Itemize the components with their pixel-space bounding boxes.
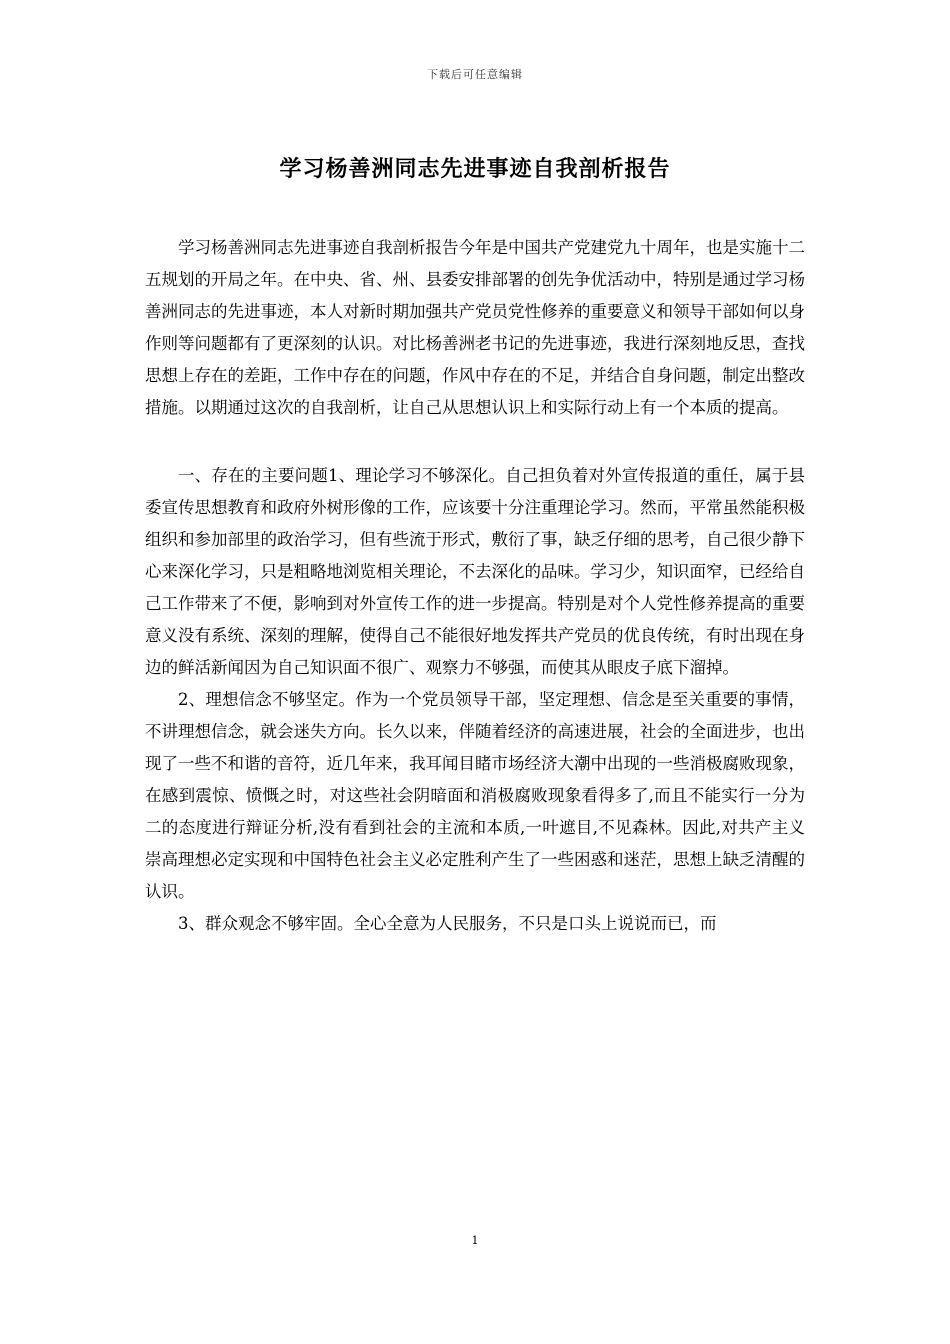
header-note: 下载后可任意编辑 [427,68,523,81]
document-title: 学习杨善洲同志先进事迹自我剖析报告 [279,156,671,182]
document-body [145,232,805,940]
paragraph-problem-1: 一、存在的主要问题1、理论学习不够深化。自己担负着对外宣传报道的重任，属于县委宣传思想教育和政府外树形像的工作，应该要十分注重理论学习。然而，平常虽然能积极组织和参加部里的政治学习，但有些流于形式，敷衍了事，缺乏仔细的思考，自己很少静下心来深化学习，只是粗略地浏览相关理论，不去深化的品味。学习少，知识面窄，已经给自己工作带来了不便，影响到对外宣传工作的进一步提高。特别是对个人党性修养提高的重要意义没有系统、深刻的理解，使得自己不能很好地发挥共产党员的优良传统，有时出现在身边的鲜活新闻因为自己知识面不很广、观察力不够强，而使其从眼皮子底下溜掉。 [145,466,805,677]
paragraph-intro: 学习杨善洲同志先进事迹自我剖析报告今年是中国共产党建党九十周年，也是实施十二五规划的开局之年。在中央、省、州、县委安排部署的创先争优活动中，特别是通过学习杨善洲同志的先进事迹，本人对新时期加强共产党员党性修养的重要意义和领导干部如何以身作则等问题都有了更深刻的认识。对比杨善洲老书记的先进事迹，我进行深刻地反思，查找思想上存在的差距，工作中存在的问题，作风中存在的不足，并结合自身问题，制定出整改措施。以期通过这次的自我剖析，让自己从思想认识上和实际行动上有一个本质的提高。 [145,238,805,417]
page-number: 1 [471,1234,479,1247]
paragraph-problem-3: 3、群众观念不够牢固。全心全意为人民服务，不只是口头上说说而已，而 [178,914,717,933]
paragraph-problem-2: 2、理想信念不够坚定。作为一个党员领导干部，坚定理想、信念是至关重要的事情，不讲理想信念，就会迷失方向。长久以来，伴随着经济的高速进展，社会的全面进步，也出现了一些不和谐的音符，近几年来，我耳闻目睹市场经济大潮中出现的一些消极腐败现象，在感到震惊、愤慨之时，对这些社会阴暗面和消极腐败现象看得多了,而且不能实行一分为二的态度进行辩证分析,没有看到社会的主流和本质,一叶遮目,不见森林。因此,对共产主义崇高理想必定实现和中国特色社会主义必定胜利产生了一些困惑和迷茫，思想上缺乏清醒的认识。 [145,690,805,901]
